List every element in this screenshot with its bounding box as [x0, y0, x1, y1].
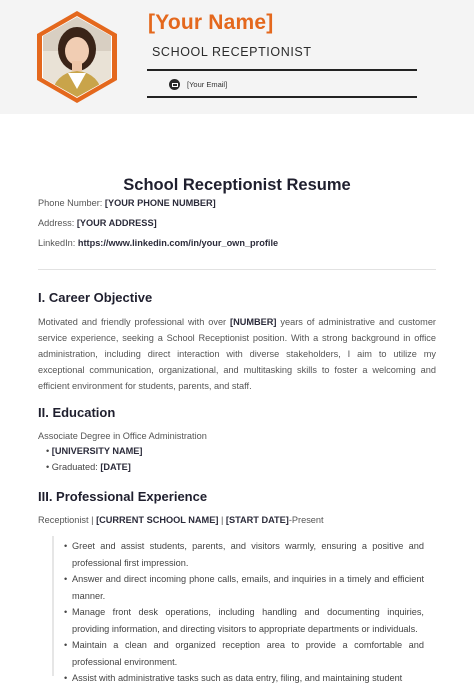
candidate-email: [Your Email] — [187, 80, 228, 89]
candidate-role: SCHOOL RECEPTIONIST — [152, 45, 312, 59]
document-title: School Receptionist Resume — [123, 176, 351, 194]
university-name: [UNIVERSITY NAME] — [51, 446, 143, 456]
job-start-date: [START DATE] — [225, 515, 289, 525]
job-end-date: -Present — [288, 515, 324, 525]
career-text-part: Motivated and friendly professional with over — [38, 317, 231, 327]
list-item: • Greet and assist students, parents, and visitors warmly, ensuring a positive and professional first impression. — [64, 538, 424, 571]
address-label: Address: — [38, 218, 75, 228]
profile-photo — [36, 11, 118, 103]
career-text-bold: [NUMBER] — [230, 317, 277, 327]
phone-value: [YOUR PHONE NUMBER] — [104, 198, 216, 208]
list-item: • Manage front desk operations, including handling and documenting inquiries, providing information, and directing visitors to appropriate departments or individuals. — [64, 604, 424, 637]
list-item: • Maintain a clean and organized reception area to provide a comfortable and professional environment. — [64, 637, 424, 670]
header-rule-bottom — [147, 96, 417, 98]
job-title: Receptionist — [38, 515, 89, 525]
list-item: • Assist with administrative tasks such as data entry, filing, and maintaining student — [64, 670, 424, 687]
experience-bullets — [64, 538, 424, 687]
section-divider — [38, 269, 436, 270]
email-icon — [169, 79, 180, 90]
graduated-label: Graduated: — [51, 462, 98, 472]
resume-header — [0, 0, 474, 114]
education-graduated: • Graduated: [DATE] — [46, 462, 131, 472]
job-separator: | — [88, 515, 97, 525]
career-text-part: years of administrative and customer service experience, seeking a School Receptionist position. With a strong background in office administration, including direct interaction with diverse stakeholders, I aim to utilize my exceptional communication, organizational, and multitasking skills to foster a welcoming and efficient environment for students, parents, and staff. — [38, 317, 436, 391]
experience-heading: III. Professional Experience — [38, 489, 208, 504]
education-degree: Associate Degree in Office Administration — [38, 431, 207, 441]
job-separator: | — [218, 515, 226, 525]
career-objective-heading: I. Career Objective — [38, 290, 153, 305]
career-objective-text — [38, 314, 436, 394]
graduated-date: [DATE] — [100, 462, 131, 472]
contact-address — [38, 218, 157, 228]
contact-phone — [38, 198, 216, 208]
list-item: • Answer and direct incoming phone calls, emails, and inquiries in a timely and efficient manner. — [64, 571, 424, 604]
candidate-name: [Your Name] — [148, 11, 274, 34]
linkedin-value[interactable]: https://www.linkedin.com/in/your_own_profile — [77, 238, 279, 248]
contact-linkedin — [38, 238, 278, 248]
header-rule-top — [147, 69, 417, 71]
job-school: [CURRENT SCHOOL NAME] — [96, 515, 219, 525]
job-line — [38, 515, 324, 525]
education-university: • [UNIVERSITY NAME] — [46, 446, 143, 456]
address-value: [YOUR ADDRESS] — [76, 218, 157, 228]
linkedin-label: LinkedIn: — [38, 238, 76, 248]
phone-label: Phone Number: — [38, 198, 103, 208]
experience-rule — [52, 536, 54, 676]
education-heading: II. Education — [38, 405, 116, 420]
